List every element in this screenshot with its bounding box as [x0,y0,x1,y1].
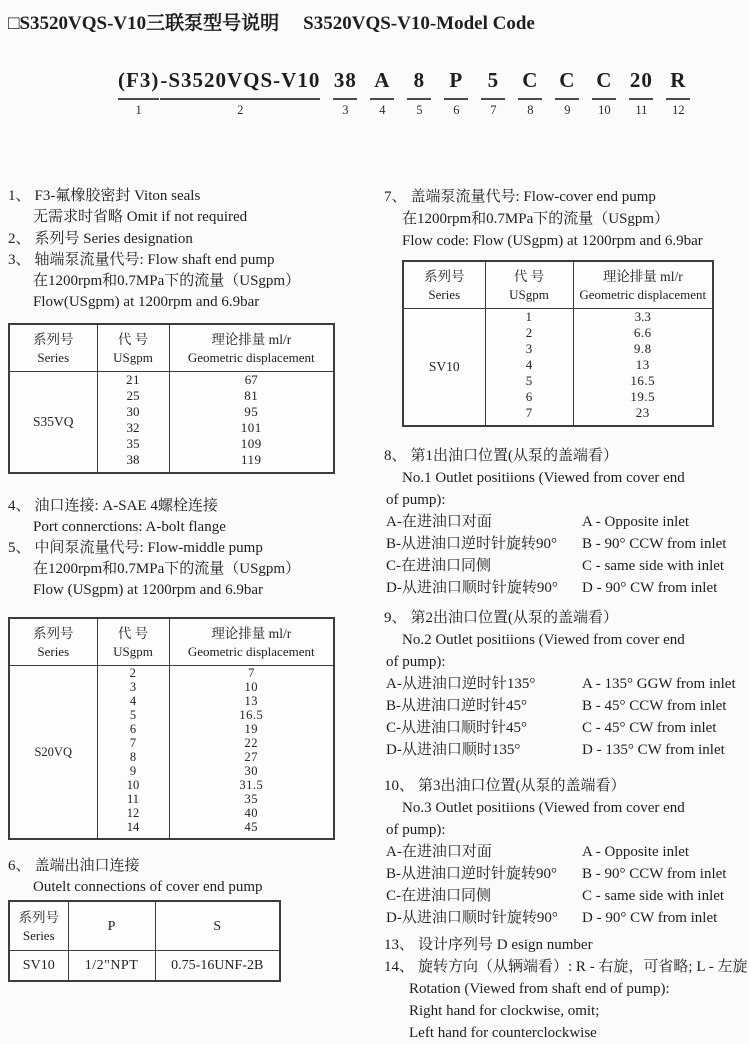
note-item-3 [8,250,378,313]
segment-underline [444,98,468,100]
table-cell: 3.3 [573,309,713,326]
outlet-option-row: A-从进油口逆时针135° A - 135° GGW from inlet [386,676,736,692]
table-cell: 14 [97,820,169,839]
segment-number: 12 [672,103,685,117]
right-column [384,186,746,1044]
table-cell: 16.5 [573,373,713,389]
table-cell: 10 [169,680,334,694]
table-cell: 2 [97,666,169,681]
model-code-segment [592,68,616,118]
col-header-series: 系列号 Series [403,261,485,309]
table-cell: 6 [97,722,169,736]
item-text: 在1200rpm和0.7MPa下的流量（USgpm） [33,561,301,577]
note-item-6 [8,856,378,898]
table-cell: 3 [97,680,169,694]
note-item-13 [384,934,746,956]
table-cell: 11 [97,792,169,806]
table-cell: 13 [573,357,713,373]
model-code-segment [555,68,579,118]
col-header-series: 系列号 Series [9,618,97,666]
segment-underline [333,98,357,100]
table-cell: 95 [169,404,334,420]
item-text: F3-氟橡胶密封 Viton seals [34,188,201,204]
table-cell: 40 [169,806,334,820]
table-cell: 3 [485,341,573,357]
segment-underline [118,98,159,100]
item-text: 在1200rpm和0.7MPa下的流量（USgpm） [33,273,301,289]
model-code-text: (F3) [118,68,160,92]
segment-number: 8 [527,103,534,117]
col-header-code: 代 号 USgpm [485,261,573,309]
outlet-option-row: B-从进油口逆时针旋转90° B - 90° CCW from inlet [386,536,727,552]
table-cell: 5 [485,373,573,389]
col-header-displacement: 理论排量 ml/r Geometric displacement [169,618,334,666]
item-text: of pump): [386,492,446,508]
table-cell: SV10 [9,951,68,981]
item-number: 7、 [384,189,407,205]
outlet-option-row: C-在进油口同侧 C - same side with inlet [386,888,725,904]
left-column [8,186,378,982]
item-number: 14、 [384,959,415,975]
model-code-segment [629,68,653,118]
model-code-text: 5 [487,68,500,92]
table-header-row [403,261,713,309]
table-cell: 23 [573,405,713,426]
table-cell: 81 [169,388,334,404]
table-cell: 1 [485,309,573,326]
table-header-row [9,901,280,951]
model-code-segment [370,68,394,118]
model-code-text: A [374,68,391,92]
item-text: 在1200rpm和0.7MPa下的流量（USgpm） [402,211,670,227]
item-text: Left hand for counterclockwise [409,1025,597,1041]
item-text: 设计序列号 D esign number [418,937,593,953]
item-number: 3、 [8,252,31,268]
outlet-option-row: A-在进油口对面 A - Opposite inlet [386,844,690,860]
item-text: No.1 Outlet positiions (Viewed from cover end [402,470,685,486]
note-item-4 [8,496,378,538]
segment-underline [370,98,394,100]
table-cell: 9 [97,764,169,778]
model-code-segment [444,68,468,118]
segment-underline [481,98,505,100]
model-code-text: -S3520VQS-V10 [160,68,321,92]
model-code-text: 8 [413,68,426,92]
note-item-10 [384,775,746,929]
table-cell: 8 [97,750,169,764]
table-cell: 2 [485,325,573,341]
item-text: Flow(USgpm) at 1200rpm and 6.9bar [33,294,260,310]
model-code-segment [333,68,357,118]
table-cell: 109 [169,436,334,452]
table-cell: 4 [485,357,573,373]
series-cell: S20VQ [9,666,97,840]
model-code-text: C [596,68,613,92]
page-title-english: S3520VQS-V10-Model Code [303,13,535,34]
outlet-option-row: B-从进油口逆时针45° B - 45° CCW from inlet [386,698,727,714]
table-cell: 10 [97,778,169,792]
segment-number: 5 [416,103,423,117]
note-item-9 [384,607,746,761]
segment-number: 6 [453,103,460,117]
model-code-text: R [670,68,687,92]
item-heading: 第3出油口位置(从泵的盖端看） [418,778,626,794]
model-code-diagram [118,68,690,118]
table-cell: 6 [485,389,573,405]
item-number: 5、 [8,540,31,556]
table-cell: 22 [169,736,334,750]
table-cell: 35 [97,436,169,452]
table-cell: 9.8 [573,341,713,357]
table-cell: 19 [169,722,334,736]
item-text: No.3 Outlet positiions (Viewed from cover end [402,800,685,816]
table-cell: 7 [485,405,573,426]
table-cell: 1/2"NPT [68,951,155,981]
outlet-option-row: D-从进油口顺时针旋转90° D - 90° CW from inlet [386,580,718,596]
table-cell: 7 [169,666,334,681]
segment-number: 4 [379,103,386,117]
item-text: 无需求时省略 Omit if not required [33,209,248,225]
table-cell: 30 [169,764,334,778]
col-header-s: S [155,901,280,951]
table-cell: 16.5 [169,708,334,722]
item-heading: 第2出油口位置(从泵的盖端看） [410,610,619,626]
col-header-displacement: 理论排量 ml/r Geometric displacement [169,324,334,372]
item-number: 8、 [384,448,407,464]
model-code-segment [160,68,320,118]
segment-number: 10 [598,103,611,117]
model-code-segment [481,68,505,118]
table-cell: 67 [169,372,334,389]
segment-underline [160,98,320,100]
shaft-end-pump-flow-table [8,323,335,474]
note-item-7 [384,186,746,252]
segment-number: 7 [490,103,497,117]
page-title [8,8,535,35]
item-number: 2、 [8,231,31,247]
item-text: Flow (USgpm) at 1200rpm and 6.9bar [33,582,263,598]
series-cell: S35VQ [9,372,97,474]
table-cell: 0.75-16UNF-2B [155,951,280,981]
note-item-8 [384,445,746,599]
page-title-chinese: □S3520VQS-V10三联泵型号说明 [8,13,280,34]
segment-underline [666,98,690,100]
item-text: 旋转方向（从辆端看）: R - 右旋，可省略; L - 左旋 [418,959,748,975]
table-cell: 25 [97,388,169,404]
item-number: 4、 [8,498,31,514]
item-text: 盖端出油口连接 [34,858,140,874]
item-text: Right hand for clockwise, omit; [409,1003,600,1019]
model-code-text: C [559,68,576,92]
item-text: of pump): [386,822,446,838]
model-code-segment [118,68,159,118]
col-header-series: 系列号 Series [9,324,97,372]
segment-underline [555,98,579,100]
segment-underline [629,98,653,100]
item-text: 轴端泵流量代号: Flow shaft end pump [34,252,275,268]
model-code-text: 20 [629,68,653,92]
col-header-series: 系列号 Series [9,901,68,951]
table-cell: 12 [97,806,169,820]
item-text: Rotation (Viewed from shaft end of pump): [409,981,670,997]
item-number: 13、 [384,937,415,953]
item-text: 中间泵流量代号: Flow-middle pump [34,540,263,556]
item-number: 6、 [8,858,31,874]
outlet-option-row: D-从进油口顺时针旋转90° D - 90° CW from inlet [386,910,718,926]
model-code-text: C [522,68,539,92]
item-text: 盖端泵流量代号: Flow-cover end pump [410,189,656,205]
outlet-option-row: C-在进油口同侧 C - same side with inlet [386,558,725,574]
middle-pump-flow-table [8,617,335,840]
model-code-text: 38 [333,68,357,92]
table-header-row [9,324,334,372]
table-row [9,666,334,681]
table-cell: 32 [97,420,169,436]
col-header-code: 代 号 USgpm [97,618,169,666]
table-cell: 7 [97,736,169,750]
table-cell: 38 [97,452,169,473]
table-cell: 13 [169,694,334,708]
table-cell: 30 [97,404,169,420]
item-text: Port connerctions: A-bolt flange [33,519,226,535]
table-cell: 35 [169,792,334,806]
note-item-1 [8,186,378,228]
item-text: 系列号 Series designation [34,231,193,247]
outlet-option-row: C-从进油口顺时针45° C - 45° CW from inlet [386,720,717,736]
table-cell: 5 [97,708,169,722]
note-item-14 [384,956,746,1044]
table-cell: 101 [169,420,334,436]
outlet-option-row: B-从进油口逆时针旋转90° B - 90° CCW from inlet [386,866,727,882]
table-cell: 19.5 [573,389,713,405]
table-cell: 27 [169,750,334,764]
table-cell: 45 [169,820,334,839]
model-code-segment [518,68,542,118]
outlet-option-row: A-在进油口对面 A - Opposite inlet [386,514,690,530]
series-cell: SV10 [403,309,485,427]
segment-number: 1 [135,103,142,117]
item-number: 10、 [384,778,415,794]
item-heading: 第1出油口位置(从泵的盖端看） [410,448,619,464]
table-row [9,372,334,389]
col-header-displacement: 理论排量 ml/r Geometric displacement [573,261,713,309]
table-cell: 6.6 [573,325,713,341]
item-text: Flow code: Flow (USgpm) at 1200rpm and 6.9bar [402,233,703,249]
outlet-option-row: D-从进油口顺时135° D - 135° CW from inlet [386,742,725,758]
segment-underline [518,98,542,100]
item-number: 1、 [8,188,31,204]
model-code-segment [407,68,431,118]
item-text: No.2 Outlet positiions (Viewed from cover end [402,632,685,648]
note-item-2 [8,229,378,250]
item-text: Outelt connections of cover end pump [33,879,263,895]
table-row [9,951,280,981]
segment-number: 2 [237,103,244,117]
table-cell: 119 [169,452,334,473]
table-cell: 31.5 [169,778,334,792]
table-cell: 21 [97,372,169,389]
table-cell: 4 [97,694,169,708]
note-item-5 [8,538,378,601]
segment-number: 9 [564,103,571,117]
col-header-p: P [68,901,155,951]
item-number: 9、 [384,610,407,626]
segment-number: 11 [635,103,648,117]
item-text: 油口连接: A-SAE 4螺栓连接 [34,498,218,514]
segment-number: 3 [342,103,349,117]
model-code-segment [666,68,690,118]
col-header-code: 代 号 USgpm [97,324,169,372]
table-row [403,309,713,326]
table-header-row [9,618,334,666]
item-text: of pump): [386,654,446,670]
segment-underline [407,98,431,100]
model-code-text: P [449,68,464,92]
cover-end-pump-flow-table [402,260,714,427]
segment-underline [592,98,616,100]
cover-end-outlet-connections-table [8,900,281,982]
